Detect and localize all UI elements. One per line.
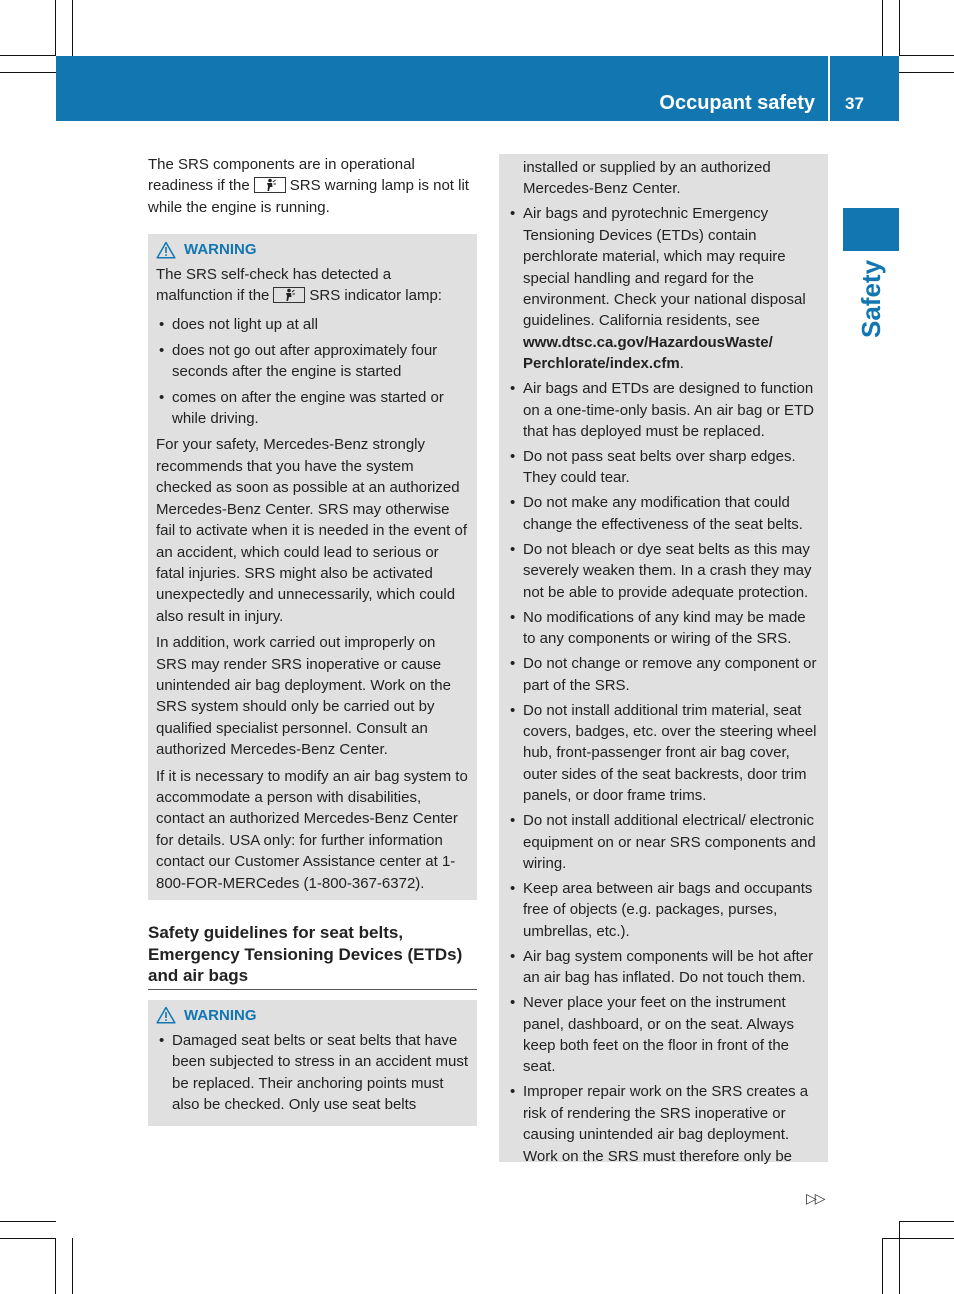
warning-list: [156, 314, 469, 429]
list-item: • Keep area between air bags and occupants free of objects (e.g. packages, purses, umbrellas, etc.).: [507, 878, 820, 942]
list-item: • Do not bleach or dye seat belts as this may severely weaken them. In a crash they may not be able to provide adequate protection.: [507, 539, 820, 603]
list-item-continuation: installed or supplied by an authorized Mercedes-Benz Center.: [523, 159, 771, 198]
list-item: • Air bag system components will be hot after an air bag has inflated. Do not touch them.: [507, 946, 820, 989]
crop-mark: [72, 0, 73, 56]
warning-triangle-icon: [156, 1006, 176, 1024]
section-heading: Safety guidelines for seat belts, Emergency Tensioning Devices (ETDs) and air bags: [148, 922, 477, 990]
warning-paragraph: In addition, work carried out improperly on SRS may render SRS inoperative or cause unintended air bag deployment. Work on the SRS system should only be carried out by qualified specialist personnel. Consult an authorized Mercedes-Benz Center.: [156, 634, 451, 759]
chapter-label: Safety: [856, 259, 886, 338]
warning-box: [148, 234, 477, 900]
list-item: • comes on after the engine was started or while driving.: [156, 387, 469, 430]
warning-list: [507, 157, 820, 1167]
list-item: • Do not pass seat belts over sharp edges. They could tear.: [507, 446, 820, 489]
continue-marker-icon: ▷▷: [806, 1190, 824, 1206]
warning-label: WARNING: [184, 1006, 257, 1024]
crop-mark: [882, 1238, 883, 1294]
page-number: 37: [845, 94, 864, 113]
warning-paragraph: If it is necessary to modify an air bag system to accommodate a person with disabilities, contact an authorized Mercedes-Benz Center for details. USA only: for further information contact our Customer Assistance center at 1-800-FOR-MERCedes (1-800-367-6372).: [156, 767, 468, 892]
right-column: [499, 154, 828, 1165]
crop-mark: [55, 1238, 56, 1294]
intro-paragraph: The SRS components are in operational readiness if the SRS warning lamp is not lit while the engine is running.: [148, 156, 469, 216]
warning-lead: The SRS self-check has detected a malfunction if the SRS indicator lamp:: [156, 265, 442, 305]
disposal-url[interactable]: www.dtsc.ca.gov/HazardousWaste/ Perchlorate/index.cfm: [523, 333, 773, 373]
crop-mark: [899, 1221, 900, 1294]
list-item: • Damaged seat belts or seat belts that have been subjected to stress in an accident must be replaced. Their anchoring points must also be checked. Only use seat belts: [156, 1030, 469, 1116]
warning-label: WARNING: [184, 241, 257, 259]
srs-airbag-icon: [273, 287, 305, 303]
section-title: Occupant safety: [659, 92, 815, 114]
crop-mark: [899, 72, 954, 73]
crop-mark: [883, 1238, 954, 1239]
crop-mark: [882, 0, 883, 56]
warning-box: [148, 1000, 477, 1126]
chapter-tab: [843, 208, 899, 251]
crop-mark: [0, 72, 56, 73]
list-item: • Never place your feet on the instrument panel, dashboard, or on the seat. Always keep both feet on the floor in front of the seat.: [507, 992, 820, 1078]
srs-airbag-icon: [254, 177, 286, 193]
warning-triangle-icon: [156, 241, 176, 259]
crop-mark: [55, 0, 56, 56]
list-item: • Do not install additional trim material, seat covers, badges, etc. over the steering wheel hub, front-passenger front air bag cover, outer sides of the seat backrests, door trim panels, or door frame trims.: [507, 700, 820, 807]
crop-mark: [899, 55, 954, 56]
warning-continuation-box: [499, 154, 828, 1165]
left-column: [148, 154, 477, 1126]
crop-mark: [0, 55, 56, 56]
warning-paragraph: For your safety, Mercedes-Benz strongly recommends that you have the system checked as soon as possible at an authorized Mercedes-Benz Center. SRS may otherwise fail to activate when it is needed in the event of an accident, which could lead to serious or fatal injuries. SRS might also be activated unexpectedly and unnecessarily, which could also result in injury.: [156, 436, 468, 625]
crop-mark: [0, 1238, 56, 1239]
warning-header: [156, 1005, 469, 1026]
warning-list: [156, 1030, 469, 1116]
page-header: [56, 56, 899, 121]
list-item: • Do not install additional electrical/ electronic equipment on or near SRS components and wiring.: [507, 810, 820, 874]
list-item: • Air bags and ETDs are designed to function on a one-time-only basis. An air bag or ETD that has deployed must be replaced.: [507, 378, 820, 442]
crop-mark: [899, 1221, 954, 1222]
list-item: • does not light up at all: [156, 314, 469, 335]
list-item: • Do not change or remove any component or part of the SRS.: [507, 653, 820, 696]
list-item: • does not go out after approximately four seconds after the engine is started: [156, 340, 469, 383]
list-item: • Do not make any modification that could change the effectiveness of the seat belts.: [507, 492, 820, 535]
crop-mark: [899, 0, 900, 56]
list-item: • Improper repair work on the SRS creates a risk of rendering the SRS inoperative or causing unintended air bag deployment. Work on the SRS must therefore only be: [507, 1081, 820, 1167]
header-divider: [828, 56, 830, 121]
warning-header: [156, 239, 469, 260]
list-item: • No modifications of any kind may be made to any components or wiring of the SRS.: [507, 607, 820, 650]
crop-mark: [0, 1221, 56, 1222]
crop-mark: [72, 1238, 73, 1294]
list-item: • Air bags and pyrotechnic Emergency Tensioning Devices (ETDs) contain perchlorate material, which may require special handling and regard for the environment. Check your national disposal guidelines. California residents, see www.dtsc.ca.gov/HazardousWaste/ Perchlorate/index.cfm.: [507, 203, 820, 374]
